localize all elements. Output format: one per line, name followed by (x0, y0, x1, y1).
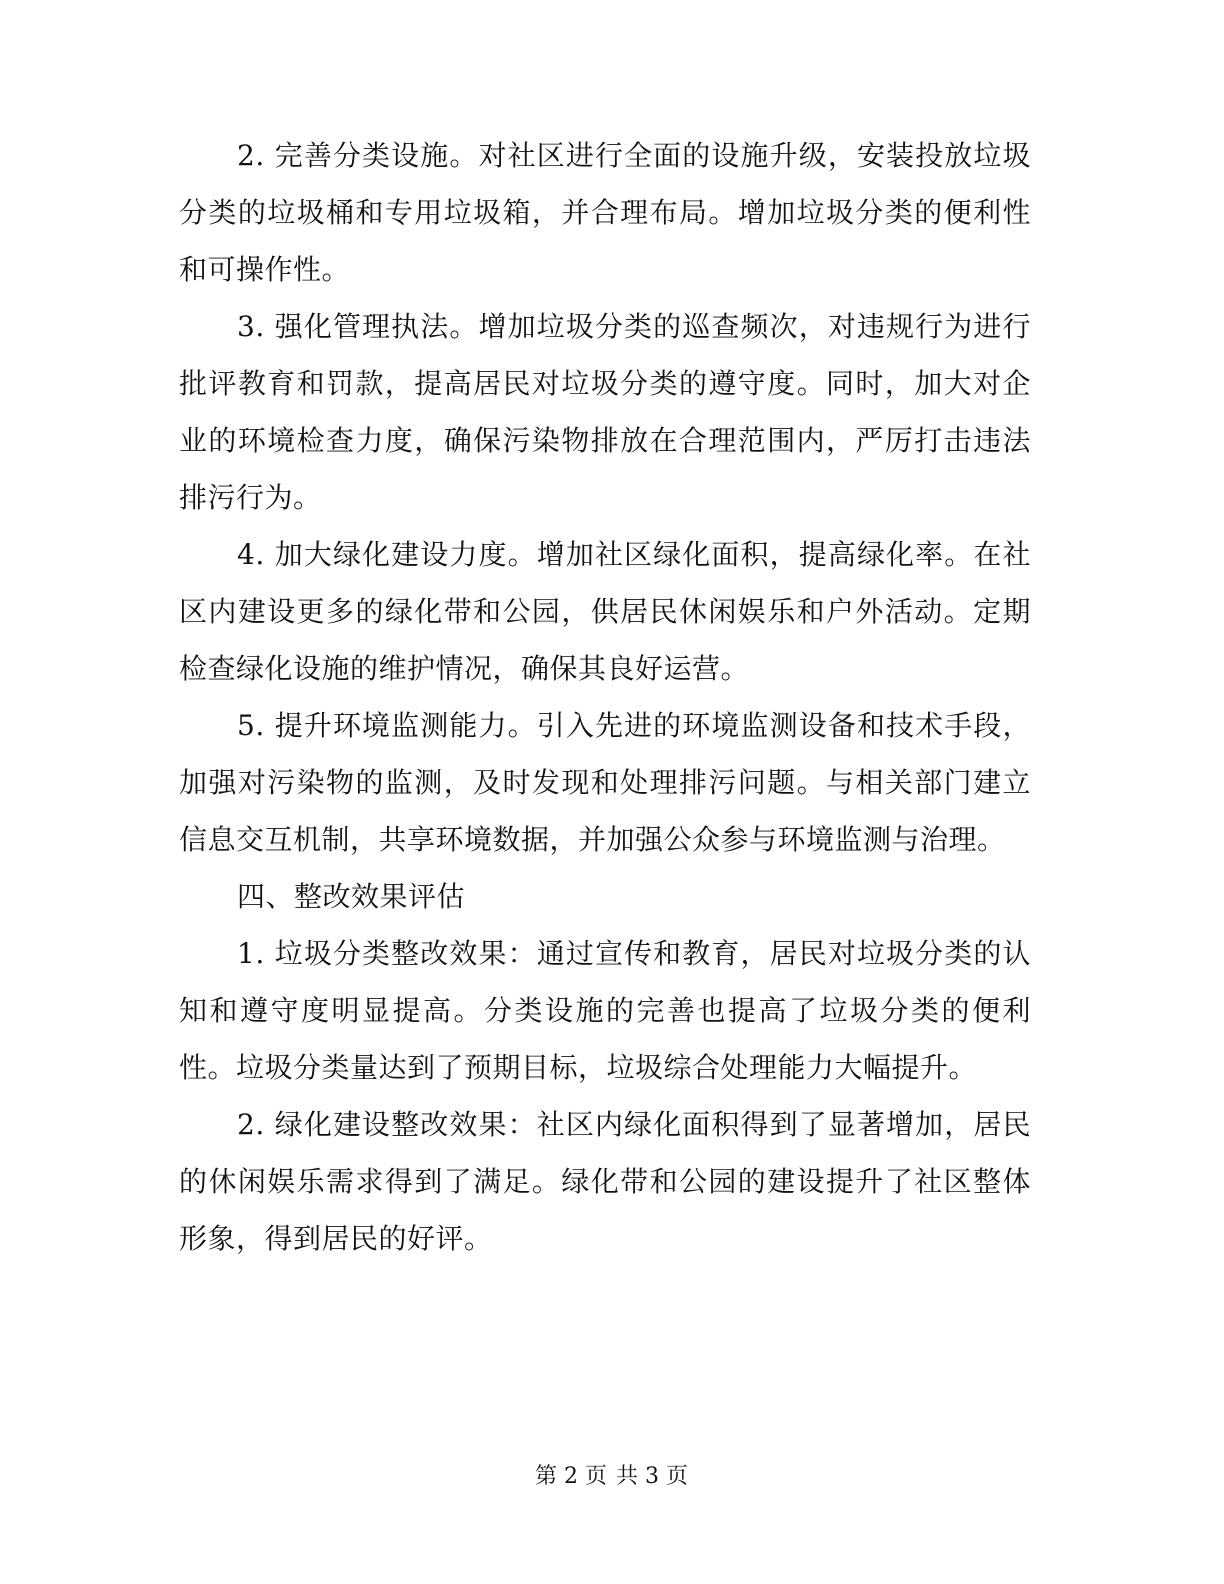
document-body (179, 127, 1031, 1267)
footer-middle: 页 共 (585, 1464, 639, 1489)
paragraph-item-3-enforcement: 3. 强化管理执法。增加垃圾分类的巡查频次，对违规行为进行批评教育和罚款，提高居民对垃圾分类的遵守度。同时，加大对企业的环境检查力度，确保污染物排放在合理范围内，严厉打击违法排污行为。 (179, 310, 1031, 514)
footer-suffix: 页 (666, 1464, 690, 1489)
paragraph-item-5-monitoring: 5. 提升环境监测能力。引入先进的环境监测设备和技术手段，加强对污染物的监测，及时发现和处理排污问题。与相关部门建立信息交互机制，共享环境数据，并加强公众参与环境监测与治理。 (179, 709, 1031, 856)
section-heading-evaluation: 四、整改效果评估 (237, 880, 466, 913)
paragraph-eval-2-greening: 2. 绿化建设整改效果：社区内绿化面积得到了显著增加，居民的休闲娱乐需求得到了满足。绿化带和公园的建设提升了社区整体形象，得到居民的好评。 (179, 1108, 1031, 1255)
footer-total-pages: 3 (645, 1464, 660, 1489)
paragraph-item-2-facilities: 2. 完善分类设施。对社区进行全面的设施升级，安装投放垃圾分类的垃圾桶和专用垃圾箱，并合理布局。增加垃圾分类的便利性和可操作性。 (179, 139, 1031, 286)
paragraph-item-4-greening: 4. 加大绿化建设力度。增加社区绿化面积，提高绿化率。在社区内建设更多的绿化带和公园，供居民休闲娱乐和户外活动。定期检查绿化设施的维护情况，确保其良好运营。 (179, 538, 1031, 685)
paragraph-eval-1-garbage: 1. 垃圾分类整改效果：通过宣传和教育，居民对垃圾分类的认知和遵守度明显提高。分类设施的完善也提高了垃圾分类的便利性。垃圾分类量达到了预期目标，垃圾综合处理能力大幅提升。 (179, 937, 1031, 1084)
footer-prefix: 第 (534, 1464, 558, 1489)
footer-current-page: 2 (564, 1464, 579, 1489)
page-footer (0, 1462, 1224, 1492)
